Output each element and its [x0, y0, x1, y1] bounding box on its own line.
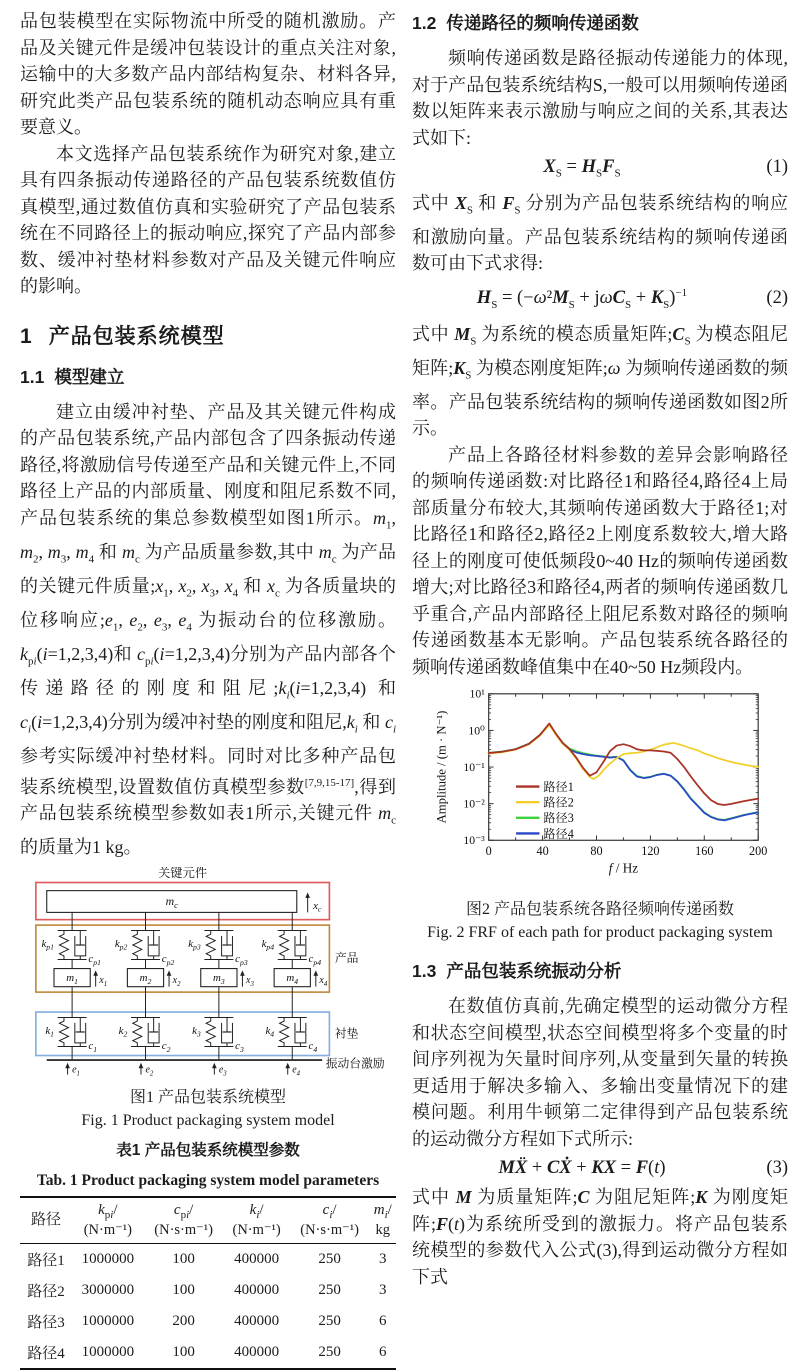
svg-text:kp1: $k_{p1}$ — [41, 937, 54, 952]
svg-text:mc: $m_c$ — [165, 894, 178, 910]
svg-text:e1: $e_1$ — [72, 1064, 80, 1078]
svg-text:k4: $k_4$ — [265, 1024, 275, 1039]
subsection-number: 1.1 — [20, 366, 45, 387]
table-cell: 200 — [172, 1312, 195, 1329]
svg-text:x1: $x_1$ — [99, 974, 108, 988]
svg-text:Amplitude / (m · N⁻¹): Amplitude / (m · N⁻¹) — [434, 711, 449, 824]
subsection-title: 模型建立 — [54, 366, 125, 387]
paragraph: 频响传递函数是路径振动传递能力的体现,对于产品包装系统结构S,一般可以用频响传递函数以矩阵来表示激励与响应之间的关系,其表达式如下: — [412, 48, 788, 148]
table-cell: 250 — [318, 1343, 341, 1360]
equation-body: $H_S = (-\omega^2M_S + j\omega C_S + K_S)^{-1}$ — [476, 286, 688, 311]
svg-text:10⁰: 10⁰ — [468, 724, 485, 738]
svg-text:c3: $c_3$ — [235, 1039, 244, 1054]
table-row — [20, 1337, 396, 1369]
paragraph: 品包装模型在实际物流中所受的随机激励。产品及关键元件是缓冲包装设计的重点关注对象,运输中的大多数产品内部结构复杂、材料各异,研究此类产品包装系统的随机动态响应具有重要意义。 — [20, 11, 396, 137]
svg-text:e3: $e_3$ — [218, 1064, 227, 1078]
svg-text:120: 120 — [641, 844, 660, 859]
table-header-cell: $k_{pi}/$ (N·m⁻¹) — [83, 1201, 132, 1238]
svg-text:路径2: 路径2 — [543, 795, 574, 810]
table-cell: 路径3 — [27, 1314, 65, 1331]
equation-3 — [412, 1155, 788, 1181]
table-cell: 6 — [379, 1312, 387, 1329]
table-cell: 路径2 — [27, 1283, 65, 1300]
svg-text:cp4: $c_{p4}$ — [308, 952, 322, 967]
svg-text:f / Hz: f / Hz — [608, 860, 639, 876]
parameters-table — [20, 1196, 396, 1370]
svg-text:200: 200 — [749, 844, 768, 859]
svg-text:10¹: 10¹ — [469, 688, 485, 702]
svg-text:衬垫: 衬垫 — [334, 1027, 359, 1041]
figure2-caption-cn: 图2 产品包装系统各路径频响传递函数 — [465, 901, 734, 919]
table-header-cell: $m_i/$ kg — [373, 1201, 392, 1238]
table-cell: 路径1 — [27, 1252, 65, 1269]
table-cell: 1000000 — [81, 1312, 135, 1329]
paragraph: 式中 M 为质量矩阵;C 为阻尼矩阵;K 为刚度矩阵;F(t)为系统所受到的激振力。将产品包装系统模型的参数代入公式(3),得到运动微分方程如下式 — [412, 1187, 788, 1287]
figure1-diagram — [25, 867, 391, 1081]
svg-text:c2: $c_2$ — [161, 1039, 171, 1054]
table-cell: 3 — [379, 1281, 387, 1298]
svg-text:m3: $m_3$ — [213, 971, 225, 986]
svg-text:kp3: $k_{p3}$ — [188, 937, 201, 952]
svg-text:cp1: $c_{p1}$ — [88, 952, 101, 967]
table-cell: 1000000 — [81, 1250, 135, 1267]
svg-text:x4: $x_4$ — [319, 974, 328, 988]
table-cell: 400000 — [234, 1343, 280, 1360]
equation-1 — [412, 154, 788, 187]
svg-text:c4: $c_4$ — [308, 1039, 318, 1054]
section-title: 产品包装系统模型 — [48, 324, 225, 348]
equation-number: (1) — [766, 157, 788, 177]
table-header-cell: $k_i/$ (N·m⁻¹) — [232, 1201, 281, 1238]
svg-text:路径4: 路径4 — [543, 827, 574, 842]
section-number: 1 — [20, 324, 33, 348]
svg-text:160: 160 — [695, 844, 714, 859]
svg-text:关键元件: 关键元件 — [158, 866, 208, 880]
paragraph: 产品上各路径材料参数的差异会影响路径的频响传递函数:对比路径1和路径4,路径4上局部质量分布较大,其频响传递函数大于路径1;对比路径1和路径2,路径2上刚度系数较大,增大路径上的刚度可使低频段0~40 Hz的频响传递函数增大;对比路径3和路径4,两者的频响传递函数几乎重合,产品内部路径上阻尼系数对路径的频响传递函数基本无影响。产品包装系统各路径的频响传递函数峰值集中在40~50 Hz频段内。 — [412, 444, 788, 677]
svg-text:k2: $k_2$ — [118, 1024, 128, 1039]
table-header-cell: $c_{pi}/$ (N·s·m⁻¹) — [154, 1201, 213, 1238]
svg-text:e2: $e_2$ — [145, 1064, 154, 1078]
table-cell: 1000000 — [81, 1343, 135, 1360]
table-cell: 400000 — [234, 1250, 280, 1267]
svg-text:k1: $k_1$ — [45, 1024, 54, 1039]
table-header-cell: $c_i/$ (N·s·m⁻¹) — [300, 1201, 359, 1238]
svg-text:路径1: 路径1 — [543, 780, 574, 795]
left-column — [20, 8, 397, 1362]
figure1-caption-en: Fig. 1 Product packaging system model — [81, 1111, 335, 1129]
svg-text:cp3: $c_{p3}$ — [235, 952, 248, 967]
svg-text:m2: $m_2$ — [139, 971, 152, 986]
equation-body: MẌ + CẊ + KX = F(t) — [498, 1158, 666, 1179]
table-row — [20, 1275, 396, 1306]
figure1 — [20, 867, 396, 1132]
table-cell: 6 — [379, 1343, 387, 1360]
figure2 — [412, 686, 788, 944]
svg-text:0: 0 — [485, 844, 492, 859]
subsection-heading-1-1 — [20, 364, 396, 389]
right-column — [412, 8, 789, 1287]
table-cell: 250 — [318, 1312, 341, 1329]
paragraph: 式中 $M_S$ 为系统的模态质量矩阵$;C_S$ 为模态阻尼矩阵$;K_S$ 为模态刚度矩阵;ω 为频响传递函数的频率。产品包装系统结构的频响传递函数如图2所示。 — [412, 323, 789, 439]
paragraph: 本文选择产品包装系统作为研究对象,建立具有四条振动传递路径的产品包装系统数值仿真模型,通过数值仿真和实验研究了产品包装系统在不同路径上的振动响应,探究了产品内部参数、缓冲衬垫材料参数对产品及关键元件响应的影响。 — [20, 143, 396, 296]
table-row — [20, 1243, 396, 1275]
svg-text:路径3: 路径3 — [543, 811, 574, 826]
subsection-number: 1.2 — [412, 13, 437, 33]
table-cell: 路径4 — [27, 1345, 65, 1362]
subsection-title: 传递路径的频响传递函数 — [446, 13, 639, 33]
svg-text:k3: $k_3$ — [192, 1024, 201, 1039]
svg-text:x3: $x_3$ — [246, 974, 254, 988]
paragraph: 式中 $X_S$ 和 $F_S$ 分别为产品包装系统结构的响应和激励向量。产品包装系统结构的频响传递函数可由下式求得: — [412, 192, 789, 274]
table-cell: 100 — [172, 1281, 195, 1298]
svg-text:cp2: $c_{p2}$ — [161, 952, 175, 967]
paragraph: 建立由缓冲衬垫、产品及其关键元件构成的产品包装系统,产品内部包含了四条振动传递路径,将激励信号传递至产品和关键元件上,不同路径上产品的内部质量、刚度和阻尼系数不同,产品包装系统的集总参数模型如图1所示。$m_1$, $m_2$, $m_3$, $m_4$ 和 $m_c$ 为产品质量参数,其中 $m_c$ 为产品的关键元件质量$;x_1$, $x_2$, $x_3$, $x_4$ 和 $x_c$ 为各质量块的位移响应$;e_1$, $e_2$, $e_3$, $e_4$ 为振动台的位移激励。$k_{pi}(i=1,2,3,4)$和 $c_{pi}(i=1,2,3,4)$分别为产品内部各个传递路径的刚度和阻尼$;k_i(i=1,2,3,4)$ 和 $c_i(i=1,2,3,4)$分别为缓冲衬垫的刚度和阻尼$,k_i$ 和 $c_i$ 参考实际缓冲衬垫材料。同时对比多种产品包装系统模型,设置数值仿真模型参数[7,9,15-17],得到产品包装系统模型参数如表1所示,关键元件 $m_c$ 的质量为1 kg。 — [20, 401, 397, 858]
table-cell: 100 — [172, 1343, 195, 1360]
table-cell: 250 — [318, 1281, 341, 1298]
figure1-caption-cn: 图1 产品包装系统模型 — [129, 1088, 286, 1106]
svg-text:x2: $x_2$ — [172, 974, 181, 988]
svg-text:80: 80 — [590, 844, 603, 859]
paragraph: 在数值仿真前,先确定模型的运动微分方程和状态空间模型,状态空间模型将多个变量的时间序列视为矢量时间序列,从变量到矢量的转换更适用于解决多输入、多输出变量情况下的建模问题。利用牛顿第二定律得到产品包装系统的运动微分方程如下式所示: — [412, 996, 788, 1149]
subsection-heading-1-2 — [412, 10, 788, 35]
table-row — [20, 1306, 396, 1337]
svg-text:振动台激励: 振动台激励 — [325, 1057, 385, 1071]
svg-text:10⁻¹: 10⁻¹ — [463, 761, 485, 775]
equation-number: (2) — [766, 287, 788, 308]
equation-number: (3) — [766, 1158, 788, 1179]
equation-2 — [412, 280, 788, 318]
table-cell: 400000 — [234, 1281, 280, 1298]
table1-caption-en: Tab. 1 Product packaging system model parameters — [36, 1171, 380, 1189]
table1-caption-cn: 表1 产品包装系统模型参数 — [116, 1141, 300, 1159]
section-heading-1 — [20, 320, 396, 350]
svg-text:xc: $x_c$ — [313, 899, 322, 914]
figure2-caption-en: Fig. 2 FRF of each path for product packaging system — [427, 924, 773, 942]
svg-text:m1: $m_1$ — [66, 971, 78, 986]
svg-text:m4: $m_4$ — [286, 971, 299, 986]
table-cell: 100 — [172, 1250, 195, 1267]
table-cell: 400000 — [234, 1312, 280, 1329]
subsection-heading-1-3 — [412, 958, 788, 983]
svg-text:产品: 产品 — [334, 951, 359, 965]
subsection-number: 1.3 — [412, 961, 437, 982]
table-cell: 3000000 — [81, 1281, 135, 1298]
svg-text:c1: $c_1$ — [88, 1039, 98, 1054]
svg-text:40: 40 — [536, 844, 549, 859]
table-header-cell: 路径 — [30, 1212, 61, 1229]
svg-text:10⁻³: 10⁻³ — [463, 834, 485, 848]
equation-body: $X_S = H_SF_S$ — [543, 157, 621, 180]
table-cell: 250 — [318, 1250, 341, 1267]
frf-chart — [432, 686, 768, 893]
svg-text:kp4: $k_{p4}$ — [261, 937, 275, 952]
svg-text:e4: $e_4$ — [292, 1064, 301, 1078]
svg-text:kp2: $k_{p2}$ — [114, 937, 128, 952]
svg-text:10⁻²: 10⁻² — [463, 797, 485, 811]
subsection-title: 产品包装系统振动分析 — [446, 961, 622, 982]
table-cell: 3 — [379, 1250, 387, 1267]
